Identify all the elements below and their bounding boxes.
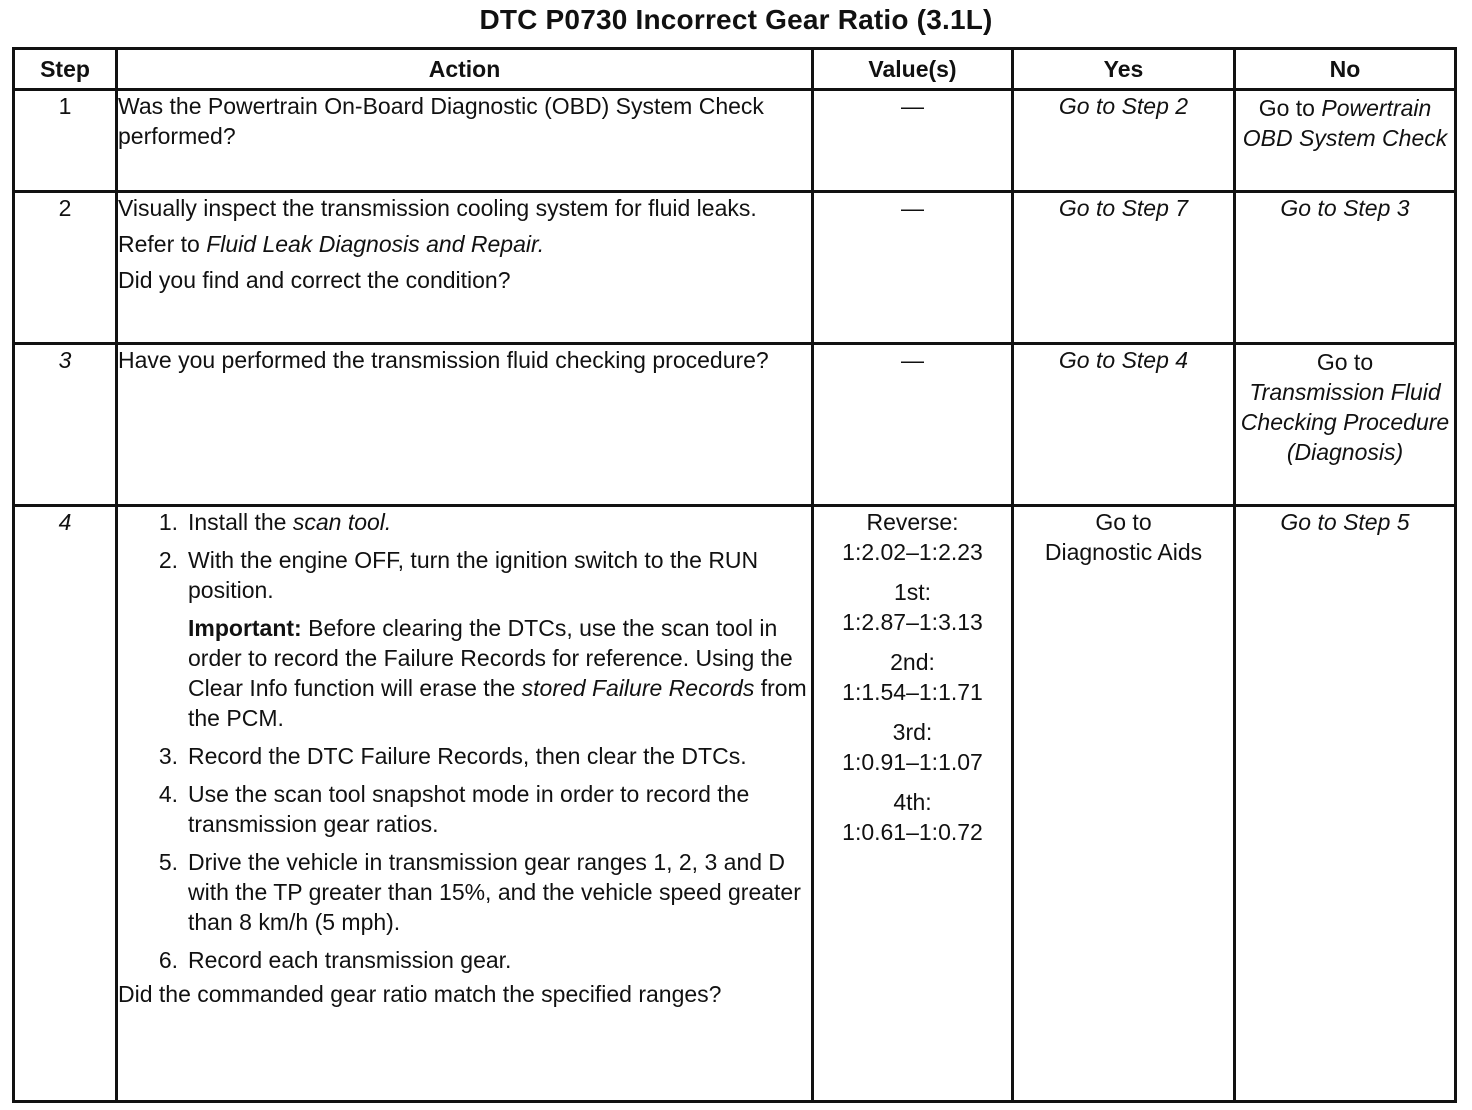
important-label: Important:: [188, 615, 302, 641]
table-row: [14, 192, 1456, 344]
list-item: [118, 779, 811, 839]
yes-cell: [1013, 192, 1235, 344]
action-cell: [117, 506, 813, 1102]
value-cell: [813, 506, 1013, 1102]
no-prefix: Go to: [1258, 95, 1315, 121]
no-cell: [1235, 506, 1456, 1102]
important-italic: stored Failure Records: [521, 675, 755, 701]
refer-link[interactable]: Fluid Leak Diagnosis and Repair.: [206, 231, 545, 257]
ratio-label: 3rd:: [892, 719, 933, 745]
action-cell: [117, 344, 813, 506]
list-item: [118, 741, 811, 771]
yes-link[interactable]: Go to Step 4: [1058, 347, 1189, 373]
table-row: [14, 506, 1456, 1102]
scan-tool-link[interactable]: scan tool.: [292, 509, 392, 535]
no-prefix: Go to: [1316, 349, 1374, 375]
no-cell: [1235, 344, 1456, 506]
ratio-range: 1:2.87–1:3.13: [842, 609, 983, 635]
ratio-range: 1:0.91–1:1.07: [842, 749, 983, 775]
ratio-reverse: [814, 507, 1011, 567]
substep-number: 5.: [158, 849, 178, 875]
substep-list: [118, 507, 811, 605]
header-no: No: [1235, 49, 1456, 90]
yes-cell: [1013, 506, 1235, 1102]
header-values: Value(s): [813, 49, 1013, 90]
action-refer: [118, 229, 811, 259]
no-link[interactable]: Go to Step 5: [1280, 509, 1410, 535]
step-number: 1: [14, 90, 117, 192]
no-link[interactable]: Transmission Fluid Checking Procedure: [1240, 379, 1450, 435]
ratio-range: 1:0.61–1:0.72: [842, 819, 983, 845]
header-step: Step: [14, 49, 117, 90]
action-question: Did you find and correct the condition?: [118, 267, 511, 293]
header-action: Action: [117, 49, 813, 90]
substep-text: Use the scan tool snapshot mode in order to record the transmission gear ratios.: [188, 781, 750, 837]
yes-prefix: Go to: [1095, 509, 1152, 535]
substep-text: Record the DTC Failure Records, then clear the DTCs.: [188, 743, 747, 769]
substep-text: Record each transmission gear.: [188, 947, 512, 973]
action-text: Have you performed the transmission fluid checking procedure?: [118, 347, 769, 373]
ratio-first: [814, 577, 1011, 637]
substep-list: [118, 741, 811, 975]
substep-number: 2.: [158, 547, 178, 573]
substep-number: 4.: [158, 781, 178, 807]
substep-text: With the engine OFF, turn the ignition switch to the RUN position.: [188, 547, 759, 603]
ratio-label: 2nd:: [890, 649, 935, 675]
list-item: [118, 507, 811, 537]
list-item: [118, 545, 811, 605]
value-cell: [813, 90, 1013, 192]
list-item: [118, 945, 811, 975]
value-dash: —: [901, 93, 924, 119]
ratio-fourth: [814, 787, 1011, 847]
action-question: Did the commanded gear ratio match the specified ranges?: [118, 981, 722, 1007]
important-text: Before clearing the DTCs, use the scan tool in order to record the Failure Records for reference. Using the Clear Info function will erase the: [188, 615, 793, 701]
step-number: 3: [14, 344, 117, 506]
ratio-second: [814, 647, 1011, 707]
substep-prefix: Install the: [188, 509, 287, 535]
action-cell: [117, 90, 813, 192]
no-suffix: (Diagnosis): [1286, 439, 1404, 465]
substep-number: 6.: [158, 947, 178, 973]
action-text: Visually inspect the transmission cooling system for fluid leaks.: [118, 195, 757, 221]
table-row: [14, 344, 1456, 506]
header-yes: Yes: [1013, 49, 1235, 90]
ratio-label: 1st:: [893, 579, 932, 605]
important-text-end: from the PCM.: [188, 675, 807, 731]
value-cell: [813, 192, 1013, 344]
ratio-range: 1:2.02–1:2.23: [842, 539, 983, 565]
value-dash: —: [901, 347, 924, 373]
step-number: 2: [14, 192, 117, 344]
step-number: 4: [14, 506, 117, 1102]
yes-cell: [1013, 344, 1235, 506]
ratio-third: [814, 717, 1011, 777]
no-link[interactable]: Go to Step 3: [1280, 195, 1410, 221]
no-link[interactable]: Powertrain OBD System Check: [1242, 95, 1448, 151]
ratio-label: Reverse:: [866, 509, 959, 535]
diagnostic-table: [12, 47, 1457, 1103]
no-cell: [1235, 192, 1456, 344]
important-note: [188, 613, 811, 733]
substep-text: Drive the vehicle in transmission gear ranges 1, 2, 3 and D with the TP greater than 15%, and the vehicle speed greater than 8 km/h (5 mph).: [188, 849, 801, 935]
yes-link[interactable]: Go to Step 2: [1058, 93, 1189, 119]
list-item: [118, 847, 811, 937]
refer-prefix: Refer to: [118, 231, 200, 257]
value-dash: —: [901, 195, 924, 221]
page-title: DTC P0730 Incorrect Gear Ratio (3.1L): [479, 4, 993, 35]
substep-number: 1.: [158, 509, 178, 535]
action-cell: [117, 192, 813, 344]
ratio-range: 1:1.54–1:1.71: [842, 679, 983, 705]
ratio-label: 4th:: [893, 789, 932, 815]
yes-cell: [1013, 90, 1235, 192]
header-row: [14, 49, 1456, 90]
no-cell: [1235, 90, 1456, 192]
yes-link[interactable]: Diagnostic Aids: [1044, 539, 1203, 565]
value-cell: [813, 344, 1013, 506]
yes-link[interactable]: Go to Step 7: [1058, 195, 1189, 221]
substep-number: 3.: [158, 743, 178, 769]
action-text: Was the Powertrain On-Board Diagnostic (OBD) System Check performed?: [118, 93, 764, 149]
table-row: [14, 90, 1456, 192]
